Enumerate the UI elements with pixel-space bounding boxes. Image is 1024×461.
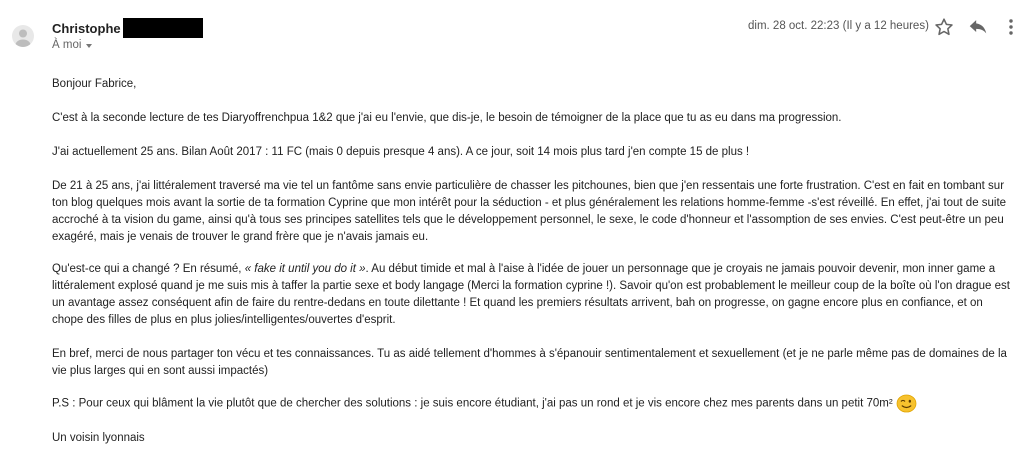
star-button[interactable] (933, 16, 955, 38)
paragraph-thanks: En bref, merci de nous partager ton vécu et tes connaissances. Tu as aidé tellement d'hommes à s'épanouir sentimentalement et sexuellement (et je ne parle même pas de domaines de la vie plus larges qui en sont aussi impactés) (52, 348, 1007, 377)
paragraph-change (52, 261, 1014, 329)
recipient-dropdown[interactable] (52, 39, 92, 51)
ps-text: P.S : Pour ceux qui blâment la vie plutôt que de chercher des solutions : je suis encore étudiant, j'ai pas un rond et je vis encore chez mes parents dans un petit 70m² (52, 397, 893, 410)
more-vert-icon (1000, 16, 1022, 38)
wink-emoji-icon (896, 394, 917, 413)
sender-name-text: Christophe (52, 20, 121, 36)
redaction-bar (123, 18, 203, 38)
paragraph-story: De 21 à 25 ans, j'ai littéralement traversé ma vie tel un fantôme sans envie particulière de chasser les pitchounes, bien que j'en ressentais une forte frustration. C'est en fait en tombant sur ton blog quelques mois avant la sortie de ta formation Cyprine que mon intérêt pour la séduction - et plus généralement les relations homme-femme -s'est réveillé. En effet, j'ai tout de suite accroché à ta vision du game, ainsi qu'à tous ses principes satellites tels que le développement personnel, le sexe, le code d'honneur et l'assomption de ses envies. C'est peut-être un peu exagéré, mais je venais de trouver le grand frère que je n'avais jamais eu. (52, 180, 1007, 243)
paragraph-intro: C'est à la seconde lecture de tes Diaryoffrenchpua 1&2 que j'ai eu l'envie, que dis-je, le besoin de témoigner de la place que tu as eu dans ma progression. (52, 112, 842, 124)
person-icon (12, 25, 34, 47)
recipient-label: À moi (52, 39, 82, 51)
reply-button[interactable] (967, 16, 989, 38)
reply-icon (967, 16, 989, 38)
sender-name (52, 18, 203, 38)
caret-down-icon (86, 44, 92, 48)
avatar (12, 25, 34, 47)
signature: Un voisin lyonnais (52, 432, 145, 444)
message-date: dim. 28 oct. 22:23 (Il y a 12 heures) (748, 20, 929, 32)
paragraph-age: J'ai actuellement 25 ans. Bilan Août 2017 : 11 FC (mais 0 depuis presque 4 ans). A ce jour, soit 14 mois plus tard j'en compte 15 de plus ! (52, 146, 750, 158)
change-quote: « fake it until you do it » (244, 263, 366, 275)
star-icon (933, 16, 955, 38)
change-rest-text: . Au début timide et mal à l'aise à l'idée de jouer un personnage que je croyais ne jamais pouvoir devenir, mon inner game a littéralement explosé quand je me suis mis à taffer la partie sexe et body langage (Merci la formation cyprine !). Savoir qu'on est probablement le meilleur coup de la boîte où l'on drague est un avantage assez conséquent afin de faire du rentre-dedans en toute dilettante ! Et quand les premiers résultats arrivent, bah on progresse, on gagne encore plus en confiance, et on chope des filles de plus en plus jolies/intelligentes/ouvertes d'esprit. (52, 263, 1010, 326)
more-options-button[interactable] (1000, 16, 1022, 38)
greeting: Bonjour Fabrice, (52, 78, 137, 90)
paragraph-ps (52, 394, 917, 413)
change-intro-text: Qu'est-ce qui a changé ? En résumé, (52, 263, 245, 275)
